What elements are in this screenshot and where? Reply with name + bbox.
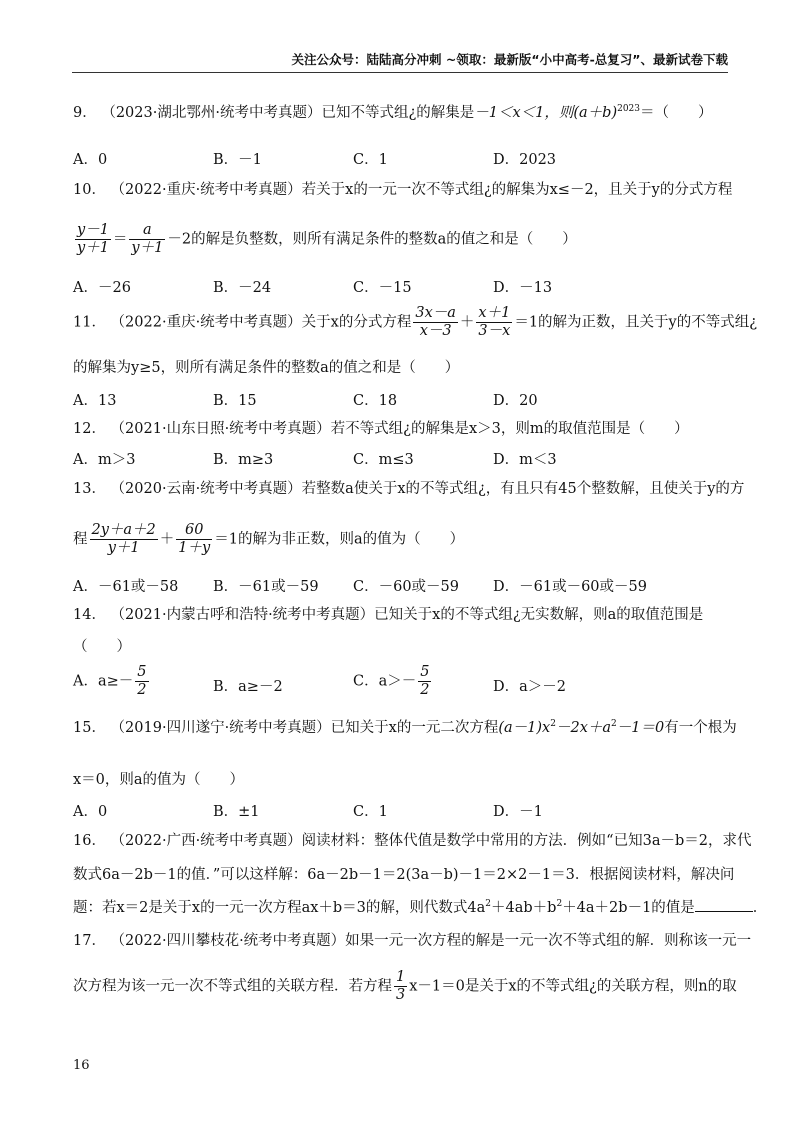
q14-option-c[interactable]: C．a＞－ $\frac{5}{2}$ bbox=[353, 664, 430, 698]
question-11-line1 bbox=[73, 305, 758, 340]
q17-line2-post: x－1＝0是关于x的不等式组¿的关联方程，则n的取 bbox=[409, 978, 737, 995]
q15-sup-2: 2 bbox=[611, 719, 617, 730]
question-12: 12． （2021·山东日照·统考中考真题）若不等式组¿的解集是x＞3，则m的取值范围是（ ） bbox=[73, 421, 689, 437]
page-header: 关注公众号：陆陆高分冲刺 ~领取：最新版“小中高考-总复习”、最新试卷下载 bbox=[72, 50, 728, 73]
q11-pre: 11． （2022·重庆·统考中考真题）关于x的分式方程 bbox=[73, 314, 412, 331]
q12-option-a[interactable]: A．m＞3 bbox=[73, 452, 136, 468]
question-11-line2: 的解集为y≥5，则所有满足条件的整数a的值之和是（ ） bbox=[73, 360, 460, 376]
q14-option-a[interactable]: A．a≥－ $\frac{5}{2}$ bbox=[73, 664, 147, 698]
q16-answer-blank[interactable] bbox=[695, 911, 753, 912]
page-number: 16 bbox=[73, 1058, 90, 1073]
q10-equals: ＝ bbox=[112, 231, 128, 248]
question-15-options bbox=[73, 800, 733, 828]
q11-option-d[interactable]: D．20 bbox=[493, 393, 538, 409]
question-16-line1: 16． （2022·广西·统考中考真题）阅读材料：整体代值是数学中常用的方法．例如“已知3a－b＝2，求代 bbox=[73, 833, 752, 849]
question-10-options bbox=[73, 276, 733, 304]
q15-option-a[interactable]: A．0 bbox=[73, 804, 108, 820]
question-9-math: －1＜x＜1，则(a＋b) bbox=[474, 105, 618, 121]
question-14-line1: 14． （2021·内蒙古呼和浩特·统考中考真题）已知关于x的不等式组¿无实数解，则a的取值范围是 bbox=[73, 607, 704, 623]
q9-option-b[interactable]: B．－1 bbox=[213, 152, 262, 168]
q15-pre: 15． （2019·四川遂宁·统考中考真题）已知关于x的一元二次方程 bbox=[73, 720, 499, 736]
question-17-line1: 17． （2022·四川攀枝花·统考中考真题）如果一元一次方程的解是一元一次不等式组的解．则称该一元一 bbox=[73, 933, 752, 949]
q12-option-d[interactable]: D．m＜3 bbox=[493, 452, 557, 468]
q10-fraction-1: $\frac{y-1}{y+1}$ bbox=[77, 222, 109, 256]
q13-option-d[interactable]: D．－61或－60或－59 bbox=[493, 579, 647, 595]
q16-line3-pre: 题：若x＝2是关于x的一元一次方程ax＋b＝3的解，则代数式4a bbox=[73, 900, 486, 916]
q12-option-b[interactable]: B．m≥3 bbox=[213, 452, 274, 468]
question-10-line2 bbox=[73, 222, 733, 257]
q13-option-b[interactable]: B．－61或－59 bbox=[213, 579, 319, 595]
question-12-options bbox=[73, 448, 733, 476]
q13-option-a[interactable]: A．－61或－58 bbox=[73, 579, 179, 595]
q10-fraction-2: $\frac{a}{y+1}$ bbox=[131, 222, 164, 256]
q11-fraction-2: $\frac{x+1}{3-x}$ bbox=[478, 305, 511, 339]
question-9-exponent: 2023 bbox=[617, 104, 641, 115]
question-9-tail: ＝（ ） bbox=[640, 105, 713, 121]
question-16-line2: 数式6a－2b－1的值．”可以这样解：6a－2b－1＝2(3a－b)－1＝2×2－1＝3．根据阅读材料，解决问 bbox=[73, 867, 735, 883]
q15-math-2: －2x＋a bbox=[555, 720, 612, 736]
q13-option-c[interactable]: C．－60或－59 bbox=[353, 579, 459, 595]
q13-pre: 程 bbox=[73, 531, 88, 548]
question-10-line1: 10． （2022·重庆·统考中考真题）若关于x的一元一次不等式组¿的解集为x≤－2，且关于y的分式方程 bbox=[73, 182, 733, 198]
q9-option-a[interactable]: A．0 bbox=[73, 152, 108, 168]
q16-sup-1: 2 bbox=[485, 899, 492, 910]
q10-option-c[interactable]: C．－15 bbox=[353, 280, 412, 296]
q14-option-b[interactable]: B．a≥－2 bbox=[213, 679, 283, 695]
q16-sup-2: 2 bbox=[556, 899, 563, 910]
q16-line3-end: ． bbox=[752, 900, 768, 916]
question-14-line2: （ ） bbox=[73, 639, 131, 655]
question-13-line2 bbox=[73, 522, 733, 557]
question-9-options bbox=[73, 148, 733, 176]
q13-plus: ＋ bbox=[159, 531, 175, 548]
q14-option-d[interactable]: D．a＞－2 bbox=[493, 679, 566, 695]
question-14-options bbox=[73, 664, 733, 706]
q10-option-d[interactable]: D．－13 bbox=[493, 280, 553, 296]
q16-line3-mid: ＋4ab＋b bbox=[491, 900, 557, 916]
q10-option-b[interactable]: B．－24 bbox=[213, 280, 272, 296]
q9-option-c[interactable]: C．1 bbox=[353, 152, 388, 168]
q15-math: (a－1)x bbox=[498, 720, 551, 736]
q11-option-b[interactable]: B．15 bbox=[213, 393, 257, 409]
question-9-text: 9． （2023·湖北鄂州·统考中考真题）已知不等式组¿的解集是 bbox=[73, 105, 475, 121]
q9-option-d[interactable]: D．2023 bbox=[493, 152, 557, 168]
question-9 bbox=[73, 101, 733, 122]
question-13-options bbox=[73, 575, 733, 603]
q10-line2-tail: －2的解是负整数，则所有满足条件的整数a的值之和是（ ） bbox=[167, 231, 577, 248]
q13-fraction-1: $\frac{2y+a+2}{y+1}$ bbox=[91, 522, 156, 556]
q13-fraction-2: $\frac{60}{1+y}$ bbox=[178, 522, 211, 556]
question-16-line3 bbox=[73, 896, 768, 917]
q15-sup-1: 2 bbox=[550, 719, 556, 730]
q11-fraction-1: $\frac{3x-a}{x-3}$ bbox=[415, 305, 456, 339]
q17-fraction: $\frac{1}{3}$ bbox=[396, 969, 406, 1003]
q15-option-c[interactable]: C．1 bbox=[353, 804, 388, 820]
q10-option-a[interactable]: A．－26 bbox=[73, 280, 131, 296]
q15-option-d[interactable]: D．－1 bbox=[493, 804, 543, 820]
q12-option-c[interactable]: C．m≤3 bbox=[353, 452, 414, 468]
q17-line2-pre: 次方程为该一元一次不等式组的关联方程．若方程 bbox=[73, 978, 392, 995]
question-11-options bbox=[73, 389, 733, 417]
q15-math-3: －1＝0 bbox=[616, 720, 665, 736]
question-17-line2 bbox=[73, 969, 737, 1004]
q15-post: 有一个根为 bbox=[664, 720, 737, 736]
q11-post: ＝1的解为正数，且关于y的不等式组¿ bbox=[514, 314, 758, 331]
q13-post: ＝1的解为非正数，则a的值为（ ） bbox=[214, 531, 465, 548]
q11-plus: ＋ bbox=[459, 314, 475, 331]
question-15-line1 bbox=[73, 716, 737, 737]
q11-option-c[interactable]: C．18 bbox=[353, 393, 398, 409]
question-13-line1: 13． （2020·云南·统考中考真题）若整数a使关于x的不等式组¿，有且只有45个整数解，且使关于y的方 bbox=[73, 481, 745, 497]
q15-option-b[interactable]: B．±1 bbox=[213, 804, 260, 820]
question-15-line2: x＝0，则a的值为（ ） bbox=[73, 772, 245, 788]
q16-line3-post: ＋4a＋2b－1的值是 bbox=[562, 900, 695, 916]
q11-option-a[interactable]: A．13 bbox=[73, 393, 117, 409]
